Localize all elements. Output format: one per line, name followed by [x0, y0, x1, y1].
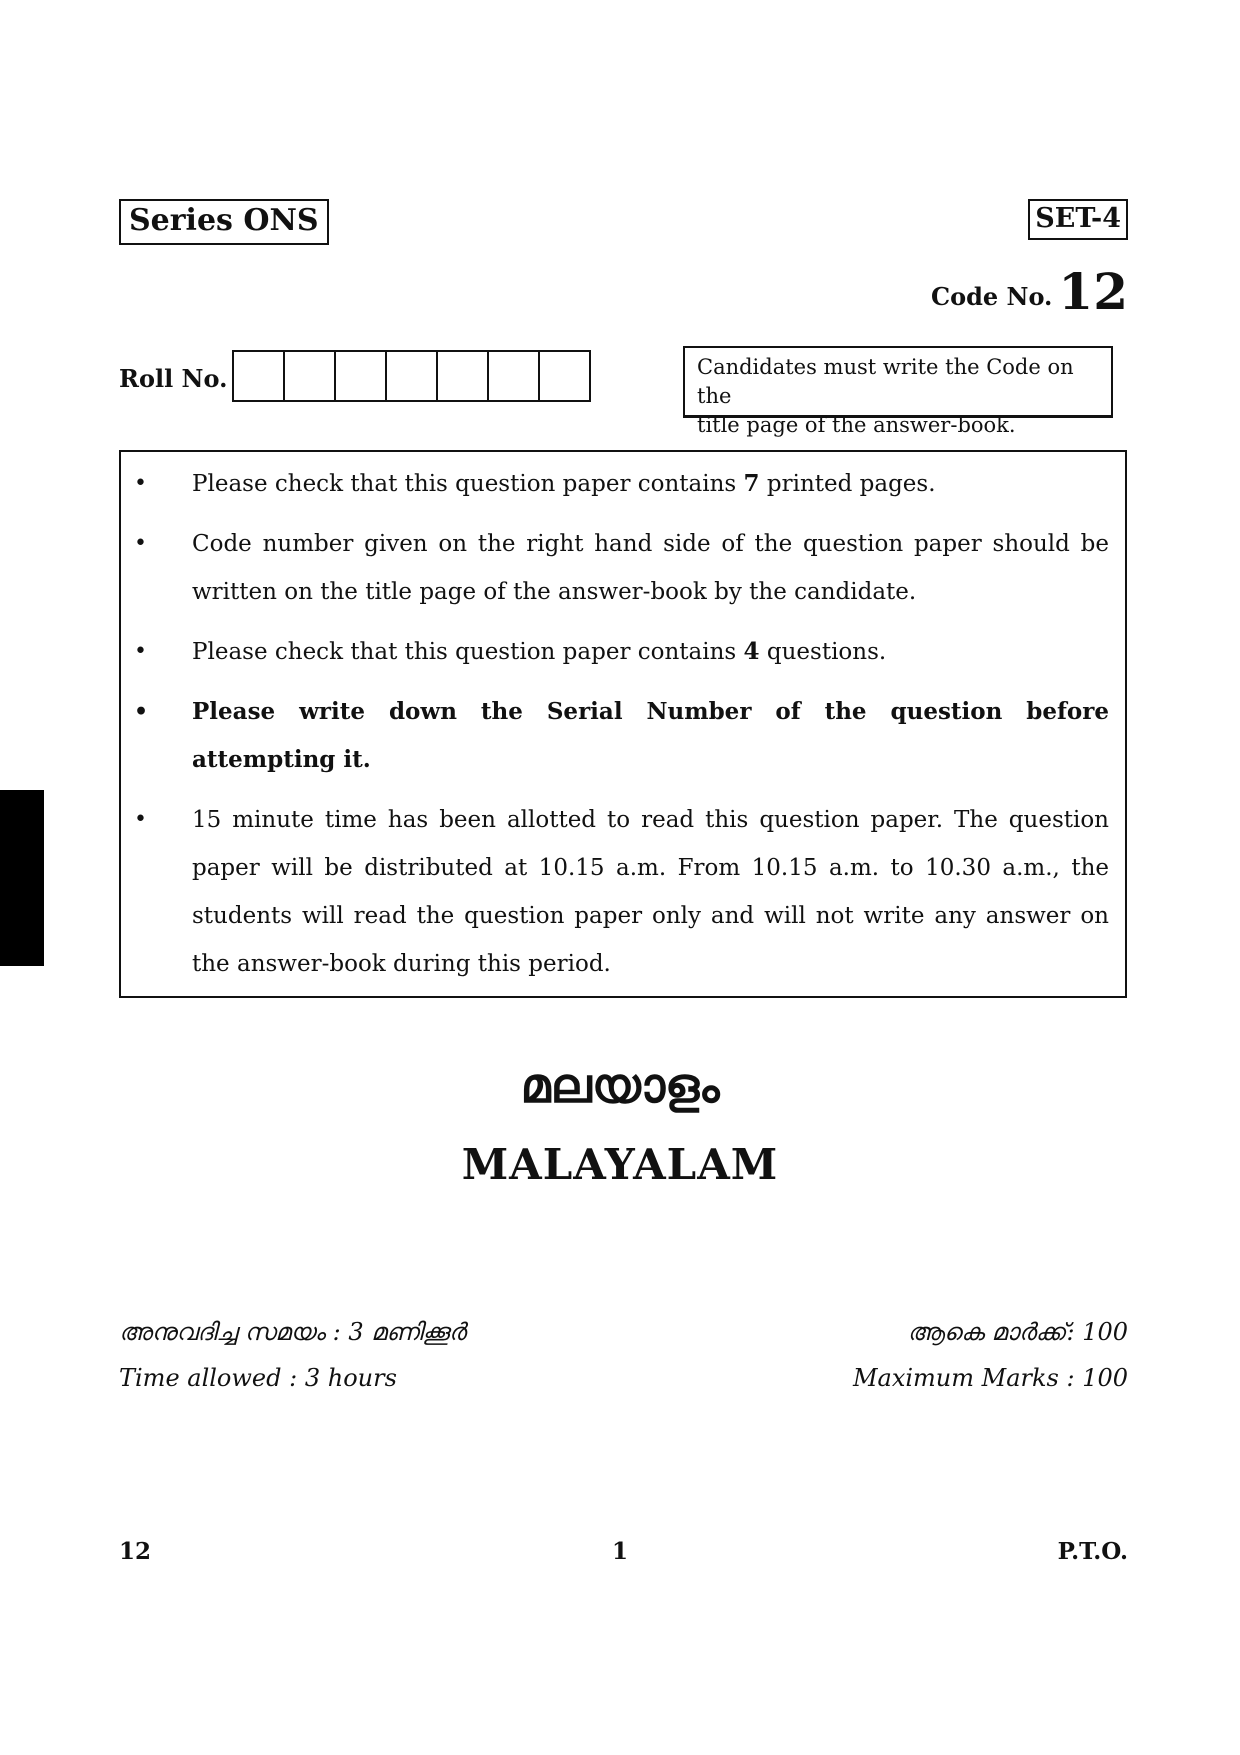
bullet-icon: • — [134, 531, 147, 556]
roll-number-cell[interactable] — [387, 352, 438, 400]
footer-code: 12 — [119, 1538, 152, 1565]
roll-number-boxes — [232, 350, 591, 402]
roll-number-cell[interactable] — [285, 352, 336, 400]
instruction-emphasis: 7 — [743, 470, 760, 497]
note-line-1: Candidates must write the Code on the — [697, 355, 1074, 408]
instruction-text-end: printed pages. — [759, 471, 936, 497]
instruction-item — [134, 520, 1109, 616]
roll-number-cell[interactable] — [489, 352, 540, 400]
instruction-text: Please check that this question paper contains — [192, 471, 744, 497]
instruction-item — [134, 796, 1109, 988]
roll-number-cell[interactable] — [234, 352, 285, 400]
code-number — [931, 262, 1128, 321]
instruction-text: Please write down the Serial Number of the question before attempting it. — [192, 698, 1109, 773]
subject-title-malayalam: മലയാളം — [520, 1058, 720, 1114]
instruction-item — [134, 460, 1109, 508]
instruction-text: 15 minute time has been allotted to read this question paper. The question paper will be distributed at 10.15 a.m. From 10.15 a.m. to 10.30 a.m., the students will read the question paper only and will not write any answer on the answer-book during this period. — [192, 807, 1109, 977]
instruction-item — [134, 628, 1109, 676]
please-turn-over: P.T.O. — [1057, 1538, 1128, 1565]
maximum-marks-english: Maximum Marks : 100 — [852, 1364, 1128, 1392]
roll-number-cell[interactable] — [540, 352, 589, 400]
time-allowed-english: Time allowed : 3 hours — [119, 1364, 397, 1392]
maximum-marks-malayalam: ആകെ മാർക്ക്: 100 — [907, 1318, 1128, 1346]
time-allowed-malayalam: അനുവദിച്ച സമയം : 3 മണിക്കൂർ — [119, 1318, 466, 1346]
roll-number-label: Roll No. — [119, 364, 228, 393]
instruction-text: Please check that this question paper contains — [192, 639, 744, 665]
side-marker-bar — [0, 790, 44, 966]
page-number: 1 — [611, 1538, 628, 1565]
instruction-text: Code number given on the right hand side of the question paper should be written on the title page of the answer-book by the candidate. — [192, 531, 1109, 605]
code-value: 12 — [1058, 262, 1128, 321]
bullet-icon: • — [134, 807, 147, 832]
roll-number-cell[interactable] — [438, 352, 489, 400]
instruction-emphasis: 4 — [743, 638, 760, 665]
subject-title-english: MALAYALAM — [461, 1140, 779, 1189]
code-instruction-note — [683, 346, 1113, 437]
instructions-box — [119, 450, 1127, 998]
instruction-item — [134, 688, 1109, 784]
bullet-icon: • — [134, 699, 149, 725]
instructions-list — [121, 452, 1125, 988]
code-label: Code No. — [931, 282, 1053, 311]
set-label: SET-4 — [1028, 199, 1128, 240]
roll-number-cell[interactable] — [336, 352, 387, 400]
bullet-icon: • — [134, 639, 147, 664]
bullet-icon: • — [134, 471, 147, 496]
series-label: Series ONS — [119, 199, 329, 245]
note-line-2: title page of the answer-book. — [697, 413, 1016, 437]
instruction-text-end: questions. — [759, 639, 887, 665]
